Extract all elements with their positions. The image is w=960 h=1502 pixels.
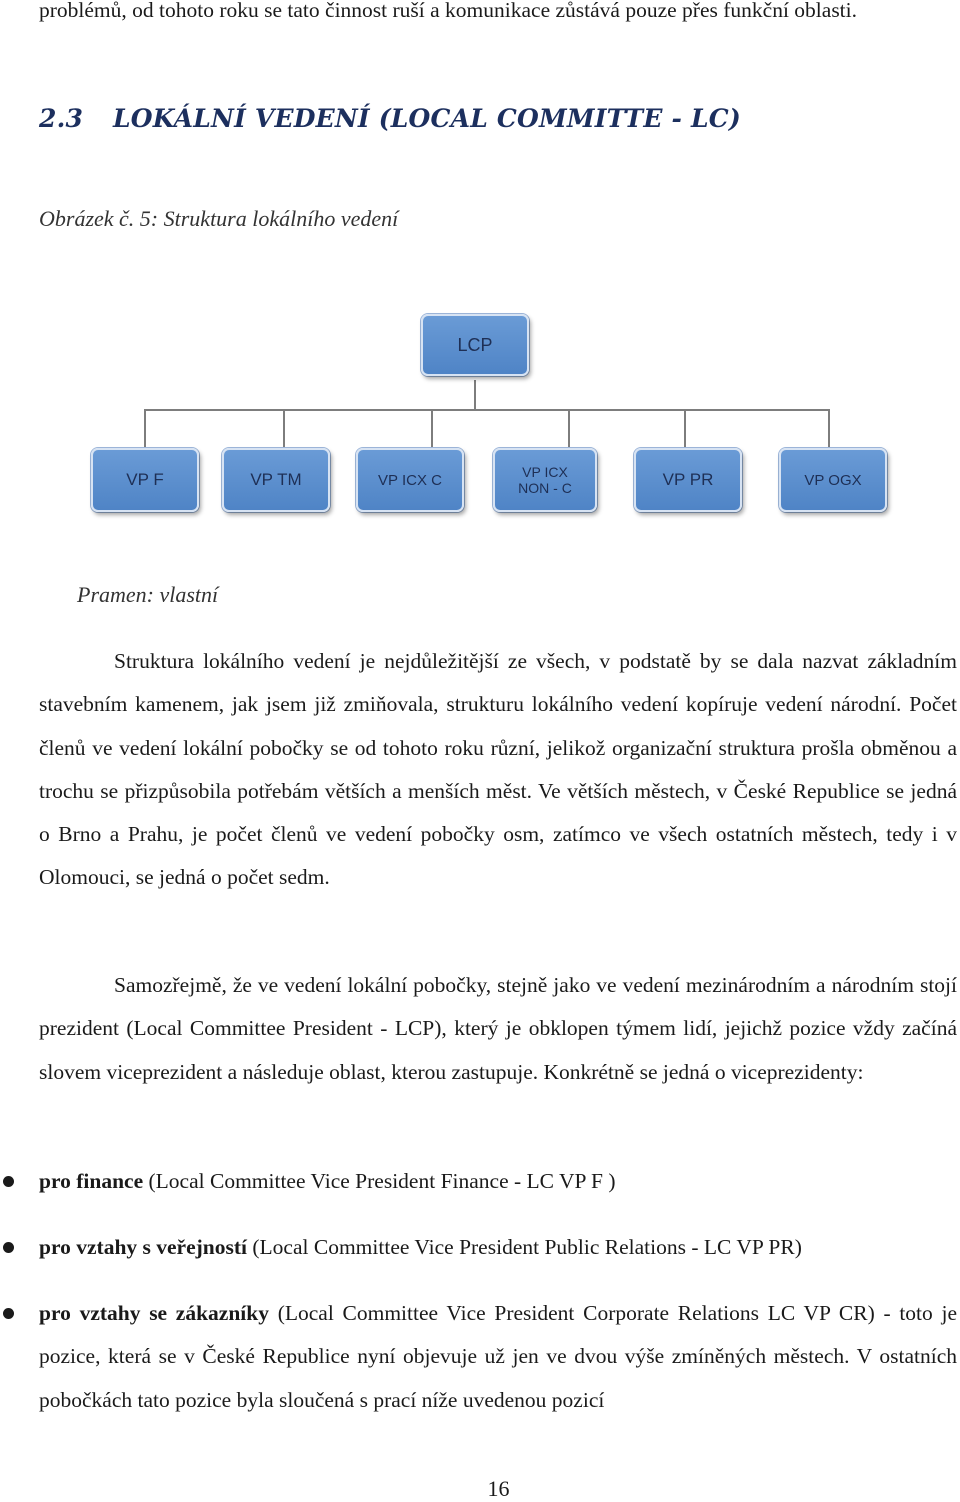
section-number: 2.3 — [39, 104, 84, 133]
page-number: 16 — [487, 1476, 510, 1501]
org-box-child-label: VP TM — [250, 470, 302, 489]
org-box-root-label: LCP — [457, 334, 493, 355]
list-item-bold: pro vztahy s veřejností — [39, 1235, 248, 1259]
child-connector-5 — [684, 409, 686, 449]
list-item-text: (Local Committee Vice President Public Relations - LC VP PR) — [247, 1235, 802, 1259]
list-item-text: (Local Committee Vice President Finance - LC VP F ) — [143, 1169, 616, 1193]
child-connector-2 — [283, 409, 285, 449]
horizontal-connector — [144, 409, 828, 411]
org-box-child-label-line2: NON - C — [518, 480, 572, 496]
org-box-child-label: VP ICX C — [378, 471, 442, 489]
bullet-icon — [3, 1308, 14, 1319]
list-item-bold: pro finance — [39, 1169, 144, 1193]
child-connector-4 — [568, 409, 570, 449]
org-box-child-4 — [493, 448, 597, 512]
org-box-child-label: VP F — [126, 470, 164, 489]
org-box-child-label: VP OGX — [804, 471, 862, 489]
top-paragraph-fragment: problémů, od tohoto roku se tato činnost ruší a komunikace zůstává pouze přes funkční oblasti. — [39, 0, 858, 22]
org-box-child-2 — [222, 448, 330, 512]
org-box-child-3 — [356, 448, 464, 512]
child-connector-1 — [144, 409, 146, 449]
source-caption: Pramen: vlastní — [77, 582, 219, 607]
body-paragraph-2: Samozřejmě, že ve vedení lokální pobočky, stejně jako ve vedení mezinárodním a národním stojí prezident (Local Committee President - LCP), který je obklopen týmem lidí, jejichž pozice vždy začíná slovem viceprezident a následuje oblast, kterou zastupuje. Konkrétně se jedná o viceprezidenty: — [39, 973, 957, 1084]
org-box-child-5 — [634, 448, 742, 512]
org-box-child-label: VP PR — [662, 470, 714, 489]
root-connector — [474, 380, 476, 410]
org-chart — [78, 300, 898, 530]
body-paragraph-1: Struktura lokálního vedení je nejdůležitější ze všech, v podstatě by se dala nazvat základním stavebním kamenem, jak jsem již zmiňovala, strukturu lokálního vedení kopíruje vedení národní. Počet členů ve vedení lokální pobočky se od tohoto roku různí, jelikož organizační struktura prošla obměnou a trochu se přizpůsobila potřebám větších a menších měst. Ve větších městech, v České Republice se jedná o Brno a Prahu, je počet členů ve vedení pobočky osm, zatímco ve všech ostatních městech, tedy i v Olomouci, se jedná o počet sedm. — [39, 649, 957, 890]
bullet-icon — [3, 1242, 14, 1253]
list-item-bold: pro vztahy se zákazníky — [39, 1301, 269, 1325]
org-box-child-1 — [91, 448, 199, 512]
org-box-child-6 — [779, 448, 887, 512]
section-title: LOKÁLNÍ VEDENÍ (LOCAL COMMITTE - LC) — [113, 104, 741, 133]
org-box-root — [421, 314, 529, 376]
list-item-text: (Local Committee Vice President Corporate Relations LC VP CR) - toto je pozice, která se v České Republice nyní objevuje už jen ve dvou výše zmíněných městech. V ostatních pobočkách tato pozice byla sloučená s prací níže uvedenou pozicí — [39, 1301, 957, 1412]
org-box-child-label: VP ICX — [522, 464, 568, 480]
child-connector-6 — [828, 409, 830, 449]
child-connector-3 — [431, 409, 433, 449]
bullet-icon — [3, 1176, 14, 1187]
section-heading — [39, 104, 741, 133]
figure-caption: Obrázek č. 5: Struktura lokálního vedení — [39, 206, 399, 231]
